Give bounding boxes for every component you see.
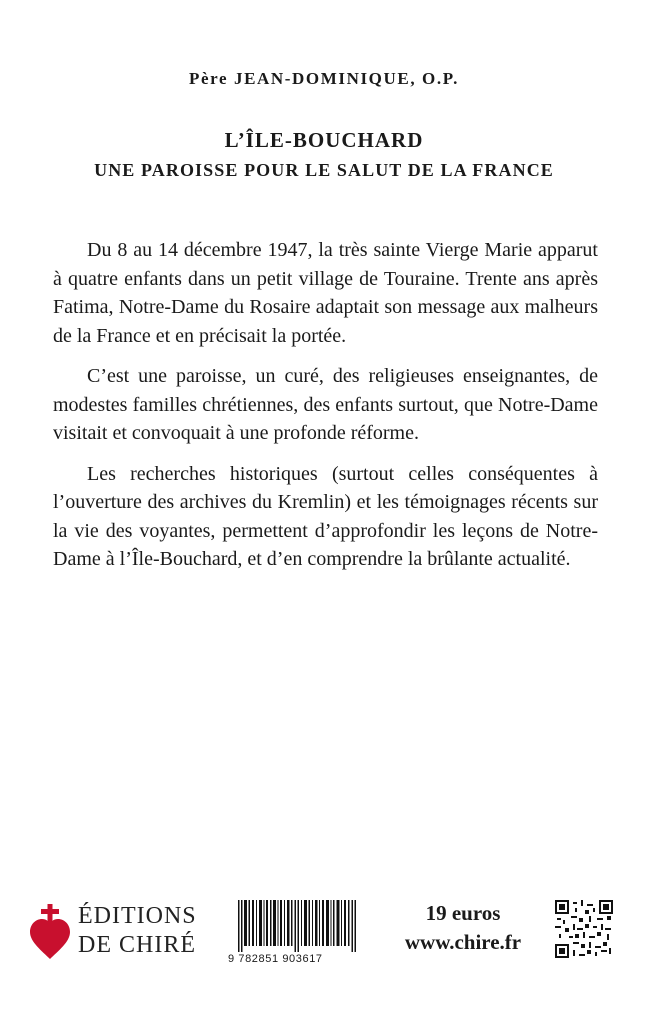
summary-paragraph-2: C’est une paroisse, un curé, des religieuses enseignantes, de modestes familles chrétiennes, des enfants surtout, que Notre-Dame visitait et convoquait à une profonde réforme. bbox=[53, 365, 598, 444]
website-link[interactable]: www.chire.fr bbox=[404, 930, 522, 954]
book-subtitle: UNE PAROISSE POUR LE SALUT DE LA FRANCE bbox=[94, 160, 554, 180]
summary-paragraph-3: Les recherches historiques (surtout celles conséquentes à l’ouverture des archives du Kremlin) et les témoignages récents sur la vie des voyantes, permettent d’approfondir les leçons de Notre-Dame à l’Île-Bouchard, et d’en comprendre la brûlante actualité. bbox=[53, 462, 598, 570]
isbn-number: 9 782851 903617 bbox=[228, 953, 323, 965]
author-line: Père JEAN-DOMINIQUE, O.P. bbox=[189, 69, 459, 88]
publisher-name-line1: ÉDITIONS bbox=[78, 903, 197, 929]
price-label: 19 euros bbox=[425, 901, 501, 925]
publisher-name-line2: DE CHIRÉ bbox=[78, 932, 196, 958]
barcode bbox=[236, 900, 360, 952]
book-title: L’ÎLE-BOUCHARD bbox=[224, 128, 424, 152]
summary-paragraph-1: Du 8 au 14 décembre 1947, la très sainte Vierge Marie apparut à quatre enfants dans un petit village de Touraine. Trente ans après Fatima, Notre-Dame du Rosaire adaptait son message aux malheurs de la France et en précisait la portée. bbox=[53, 239, 598, 347]
sacred-heart-cross-icon bbox=[28, 904, 72, 960]
summary-text bbox=[53, 236, 598, 586]
qr-code-icon bbox=[555, 900, 613, 958]
